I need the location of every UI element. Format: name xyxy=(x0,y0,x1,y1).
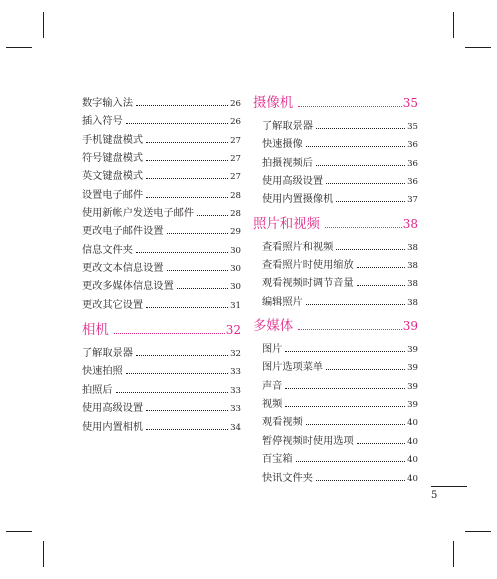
toc-entry-page: 38 xyxy=(407,242,418,253)
dot-leader xyxy=(357,285,405,286)
toc-entry-page: 34 xyxy=(230,422,241,433)
toc-entry[interactable] xyxy=(82,242,241,260)
toc-entry-label: 更改电子邮件设置 xyxy=(82,226,164,238)
crop-mark xyxy=(6,47,32,48)
toc-entry-page: 40 xyxy=(407,455,418,466)
toc-entry-label: 了解取景器 xyxy=(82,348,133,360)
dot-leader xyxy=(146,410,228,411)
toc-right-column xyxy=(253,95,418,488)
section-title: 多媒体 xyxy=(253,319,294,335)
dot-leader xyxy=(136,355,228,356)
toc-entry-page: 39 xyxy=(407,345,418,356)
dot-leader xyxy=(285,406,405,407)
section-page: 38 xyxy=(402,216,418,231)
dot-leader xyxy=(146,178,228,179)
toc-entry[interactable] xyxy=(82,260,241,278)
dot-leader xyxy=(296,461,406,462)
dot-leader xyxy=(167,233,229,234)
toc-entry[interactable] xyxy=(82,150,241,168)
toc-entry-label: 信息文件夹 xyxy=(82,244,133,256)
toc-entry[interactable] xyxy=(253,378,418,396)
toc-entry-label: 观看视频时调节音量 xyxy=(262,278,354,290)
dot-leader xyxy=(336,249,405,250)
crop-mark xyxy=(453,12,454,38)
section-heading-camera[interactable] xyxy=(82,316,241,344)
dot-leader xyxy=(167,270,229,271)
dot-leader xyxy=(316,165,405,166)
section-title: 摄像机 xyxy=(253,96,294,111)
toc-entry[interactable] xyxy=(253,470,418,488)
dot-leader xyxy=(116,392,229,393)
dot-leader xyxy=(336,201,405,202)
toc-entry[interactable] xyxy=(82,278,241,296)
toc-entry-page: 26 xyxy=(230,99,241,109)
crop-mark xyxy=(43,541,44,567)
dot-leader xyxy=(126,373,228,374)
toc-entry-label: 英文键盘模式 xyxy=(82,171,144,183)
toc-entry-label: 快讯文件夹 xyxy=(262,472,313,484)
toc-entry-page: 30 xyxy=(230,282,241,293)
toc-entry-page: 32 xyxy=(230,349,241,360)
toc-entry[interactable] xyxy=(82,168,241,186)
section-heading-multimedia[interactable] xyxy=(253,312,418,340)
toc-entry-label: 快速拍照 xyxy=(82,366,123,378)
dot-leader xyxy=(316,128,405,129)
toc-entry[interactable] xyxy=(253,136,418,154)
toc-entry-page: 38 xyxy=(407,297,418,308)
toc-entry-label: 更改文本信息设置 xyxy=(82,263,164,275)
toc-entry-page: 36 xyxy=(407,177,418,188)
toc-entry-label: 图片 xyxy=(262,344,283,356)
toc-entry[interactable] xyxy=(82,95,241,113)
toc-entry-label: 插入符号 xyxy=(82,116,123,128)
dot-leader xyxy=(197,215,228,216)
toc-entry-label: 设置电子邮件 xyxy=(82,189,144,201)
toc-entry-label: 拍照后 xyxy=(82,384,113,396)
crop-mark xyxy=(6,531,32,532)
toc-entry-label: 使用内置相机 xyxy=(82,421,144,433)
dot-leader xyxy=(177,288,228,289)
dot-leader xyxy=(146,307,228,308)
dot-leader xyxy=(146,429,228,430)
dot-leader xyxy=(298,329,402,330)
toc-entry-label: 符号键盘模式 xyxy=(82,153,144,165)
toc-entry[interactable] xyxy=(253,451,418,469)
toc-entry-page: 33 xyxy=(230,404,241,415)
dot-leader xyxy=(326,183,405,184)
toc-entry[interactable] xyxy=(253,396,418,414)
dot-leader xyxy=(316,480,405,481)
toc-entry[interactable] xyxy=(253,191,418,209)
dot-leader xyxy=(136,252,228,253)
toc-entry-page: 28 xyxy=(230,209,241,220)
toc-entry-label: 查看照片时使用缩放 xyxy=(262,260,354,272)
toc-entry-label: 更改其它设置 xyxy=(82,299,144,311)
toc-entry-page: 26 xyxy=(230,117,241,128)
toc-entry[interactable] xyxy=(253,341,418,359)
toc-entry-page: 37 xyxy=(407,195,418,206)
toc-entry[interactable] xyxy=(253,275,418,293)
toc-entry[interactable] xyxy=(82,400,241,418)
toc-entry-label: 声音 xyxy=(262,380,283,392)
dot-leader xyxy=(306,424,405,425)
toc-entry[interactable] xyxy=(82,297,241,315)
dot-leader xyxy=(326,369,405,370)
toc-entry-label: 视频 xyxy=(262,399,283,411)
toc-left-column xyxy=(82,95,241,437)
page-number-rule xyxy=(431,486,467,487)
toc-entry-label: 手机键盘模式 xyxy=(82,134,144,146)
section-title: 相机 xyxy=(82,323,109,339)
toc-entry-label: 使用高级设置 xyxy=(262,176,324,188)
toc-entry[interactable] xyxy=(82,419,241,437)
toc-entry[interactable] xyxy=(253,414,418,432)
toc-entry-page: 36 xyxy=(407,140,418,151)
toc-entry[interactable] xyxy=(253,294,418,312)
toc-entry-label: 使用高级设置 xyxy=(82,403,144,415)
toc-entry[interactable] xyxy=(253,359,418,377)
dot-leader xyxy=(146,142,228,143)
crop-mark xyxy=(43,12,44,38)
toc-entry-label: 更改多媒体信息设置 xyxy=(82,281,174,293)
toc-entry-label: 使用新帐户发送电子邮件 xyxy=(82,208,195,220)
crop-mark xyxy=(453,541,454,567)
crop-mark xyxy=(465,47,491,48)
dot-leader xyxy=(298,106,402,107)
toc-entry-page: 28 xyxy=(230,190,241,201)
toc-entry-page: 39 xyxy=(407,400,418,411)
toc-entry[interactable] xyxy=(82,113,241,131)
toc-entry-page: 38 xyxy=(407,279,418,290)
toc-entry[interactable] xyxy=(253,239,418,257)
toc-entry-page: 35 xyxy=(407,122,418,132)
toc-entry[interactable] xyxy=(82,363,241,381)
dot-leader xyxy=(136,105,228,106)
toc-entry-page: 30 xyxy=(230,245,241,256)
toc-entry-label: 观看视频 xyxy=(262,417,303,429)
toc-entry-page: 33 xyxy=(230,385,241,396)
section-title: 照片和视频 xyxy=(253,216,320,232)
section-page: 32 xyxy=(225,323,241,338)
dot-leader xyxy=(285,351,405,352)
dot-leader xyxy=(357,443,405,444)
toc-entry-label: 数字输入法 xyxy=(82,98,133,109)
dot-leader xyxy=(306,304,405,305)
toc-entry[interactable] xyxy=(253,155,418,173)
toc-entry-label: 百宝箱 xyxy=(262,454,293,466)
toc-entry[interactable] xyxy=(82,382,241,400)
toc-entry-label: 暂停视频时使用选项 xyxy=(262,435,354,447)
dot-leader xyxy=(146,160,228,161)
toc-entry-page: 30 xyxy=(230,264,241,275)
section-page: 39 xyxy=(402,319,418,334)
toc-entry-page: 27 xyxy=(230,154,241,165)
crop-mark xyxy=(465,531,491,532)
toc-entry[interactable] xyxy=(253,118,418,136)
dot-leader xyxy=(357,267,405,268)
section-heading-photos[interactable] xyxy=(253,210,418,238)
toc-entry[interactable] xyxy=(82,345,241,363)
toc-entry-page: 31 xyxy=(230,300,241,311)
toc-entry[interactable] xyxy=(82,132,241,150)
dot-leader xyxy=(306,146,405,147)
toc-entry-label: 编辑照片 xyxy=(262,296,303,308)
toc-entry-label: 图片选项菜单 xyxy=(262,362,324,374)
dot-leader xyxy=(325,227,402,228)
toc-entry-page: 33 xyxy=(230,367,241,378)
page-number: 5 xyxy=(431,490,438,501)
section-page: 35 xyxy=(402,96,418,110)
toc-entry-page: 40 xyxy=(407,473,418,484)
toc-entry-label: 快速摄像 xyxy=(262,139,303,151)
toc-entry[interactable] xyxy=(253,173,418,191)
section-heading-video[interactable] xyxy=(253,89,418,117)
toc-entry-label: 查看照片和视频 xyxy=(262,241,334,253)
toc-entry-label: 使用内置摄像机 xyxy=(262,194,334,206)
toc-entry-page: 27 xyxy=(230,172,241,183)
toc-entry[interactable] xyxy=(253,257,418,275)
toc-entry[interactable] xyxy=(253,433,418,451)
dot-leader xyxy=(126,123,228,124)
dot-leader xyxy=(285,388,405,389)
toc-entry-page: 40 xyxy=(407,436,418,447)
toc-entry-page: 39 xyxy=(407,381,418,392)
toc-entry-page: 38 xyxy=(407,261,418,272)
dot-leader xyxy=(114,333,225,334)
toc-entry-label: 拍摄视频后 xyxy=(262,157,313,169)
toc-entry[interactable] xyxy=(82,223,241,241)
toc-entry-page: 36 xyxy=(407,158,418,169)
toc-entry-page: 40 xyxy=(407,418,418,429)
toc-entry-page: 29 xyxy=(230,227,241,238)
toc-entry-page: 27 xyxy=(230,135,241,146)
toc-entry-label: 了解取景器 xyxy=(262,121,313,132)
dot-leader xyxy=(146,197,228,198)
toc-entry[interactable] xyxy=(82,187,241,205)
toc-entry[interactable] xyxy=(82,205,241,223)
toc-entry-page: 39 xyxy=(407,363,418,374)
